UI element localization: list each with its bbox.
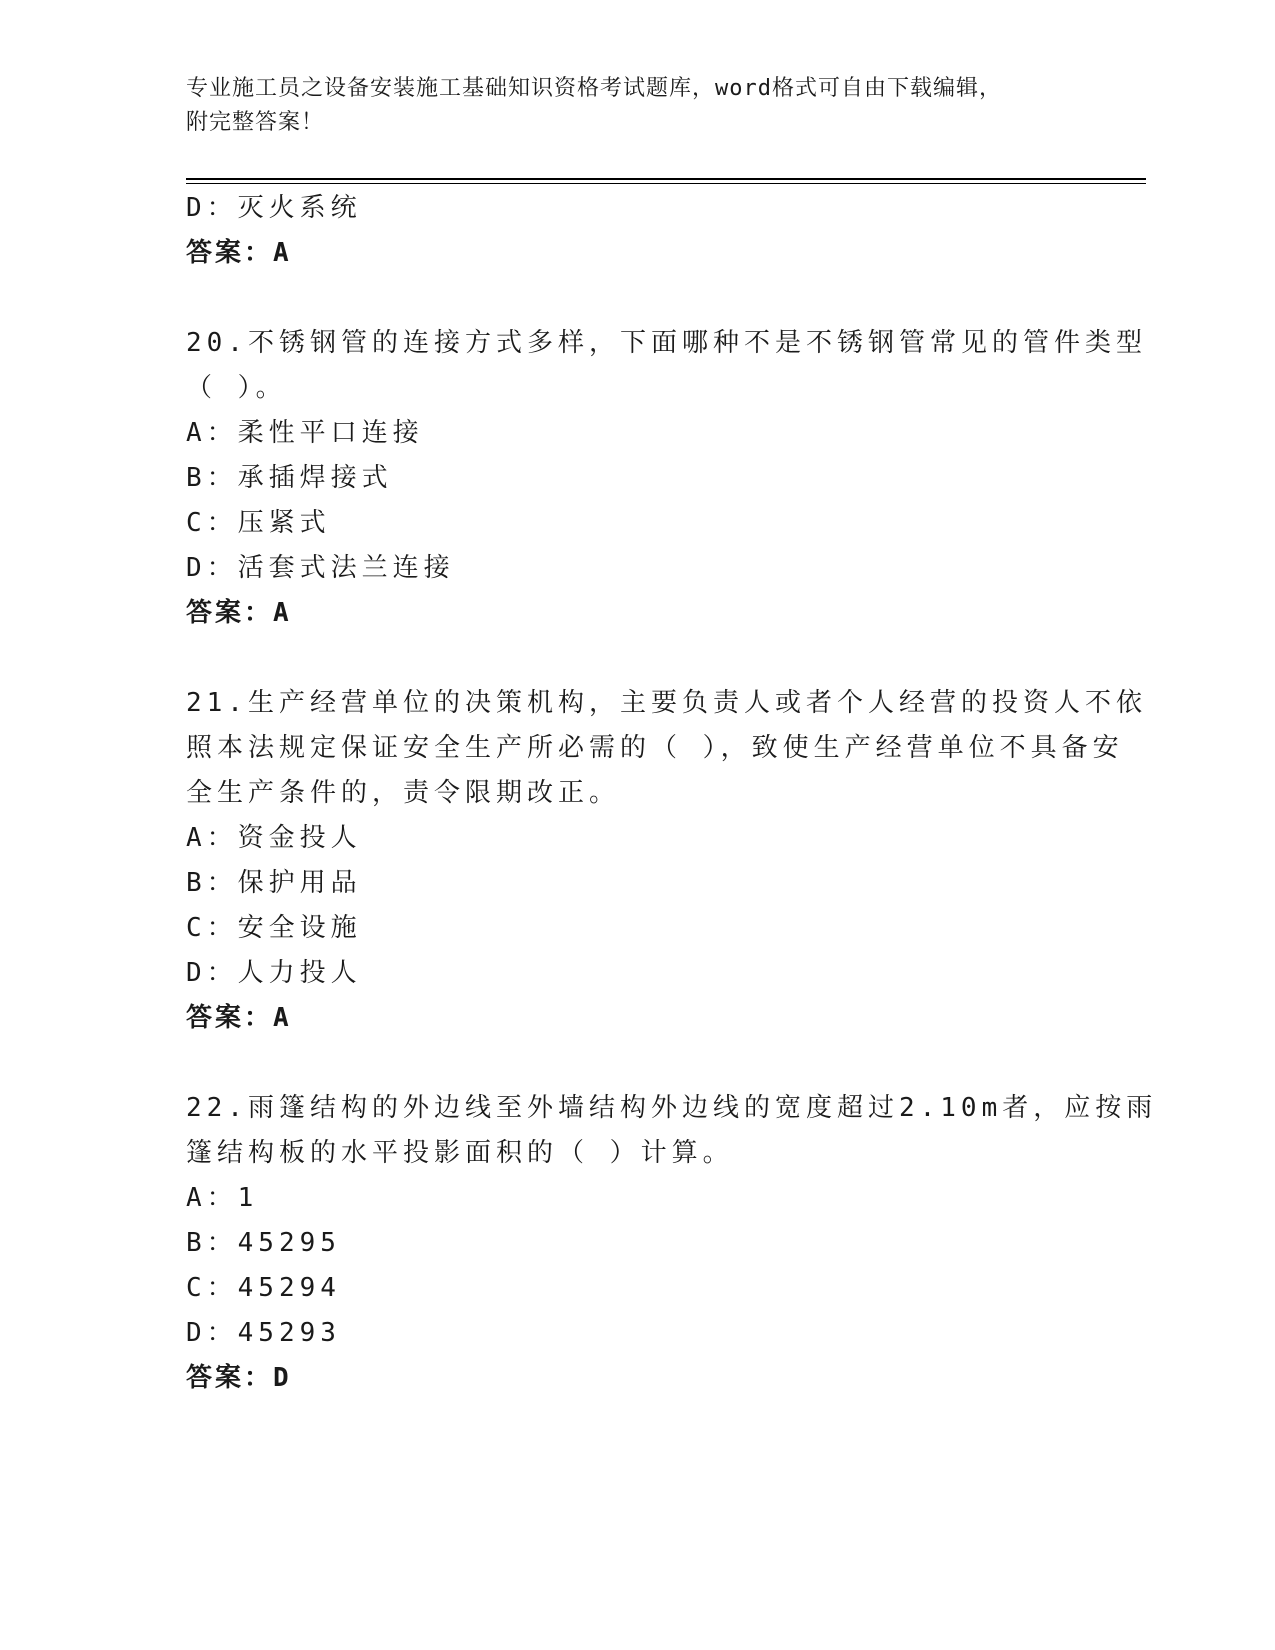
- question-text-line: （ ）。: [186, 373, 287, 403]
- option-a: A：资金投人: [186, 823, 362, 853]
- question-text-line: 21.生产经营单位的决策机构，主要负责人或者个人经营的投资人不依: [186, 688, 1147, 718]
- question-text-line: 全生产条件的，责令限期改正。: [186, 778, 621, 808]
- document-header: [186, 72, 1066, 140]
- option-c: C：压紧式: [186, 508, 331, 538]
- option-d: D：活套式法兰连接: [186, 553, 455, 583]
- option-b: B：45295: [186, 1228, 341, 1258]
- question-text-line: 22.雨篷结构的外边线至外墙结构外边线的宽度超过2.10m者，应按雨: [186, 1093, 1158, 1123]
- question-text-line: 照本法规定保证安全生产所必需的（ ），致使生产经营单位不具备安: [186, 733, 1124, 763]
- spacer: [186, 1041, 1086, 1086]
- question-text-line: 20.不锈钢管的连接方式多样，下面哪种不是不锈钢管常见的管件类型: [186, 328, 1147, 358]
- answer: 答案：A: [186, 598, 292, 628]
- option-b: B：承插焊接式: [186, 463, 393, 493]
- prev-option-d: D：灭火系统: [186, 193, 362, 223]
- option-a: A：柔性平口连接: [186, 418, 424, 448]
- spacer: [186, 276, 1086, 321]
- question-block: [186, 1086, 1158, 1401]
- spacer: [186, 636, 1086, 681]
- question-text-line: 篷结构板的水平投影面积的（ ）计算。: [186, 1138, 734, 1168]
- answer: 答案：A: [186, 1003, 292, 1033]
- option-c: C：45294: [186, 1273, 341, 1303]
- prev-answer: 答案：A: [186, 238, 292, 268]
- question-block: [186, 321, 1147, 636]
- option-c: C：安全设施: [186, 913, 362, 943]
- header-divider: [186, 178, 1146, 180]
- option-d: D：人力投人: [186, 958, 362, 988]
- header-line-1: 专业施工员之设备安装施工基础知识资格考试题库，word格式可自由下载编辑，: [186, 76, 1002, 101]
- option-a: A：1: [186, 1183, 259, 1213]
- option-b: B：保护用品: [186, 868, 362, 898]
- header-divider-thin: [186, 183, 1146, 184]
- answer: 答案：D: [186, 1363, 292, 1393]
- option-d: D：45293: [186, 1318, 341, 1348]
- header-line-2: 附完整答案！: [186, 110, 325, 135]
- question-list: [186, 186, 1158, 1401]
- question-block: [186, 681, 1147, 1041]
